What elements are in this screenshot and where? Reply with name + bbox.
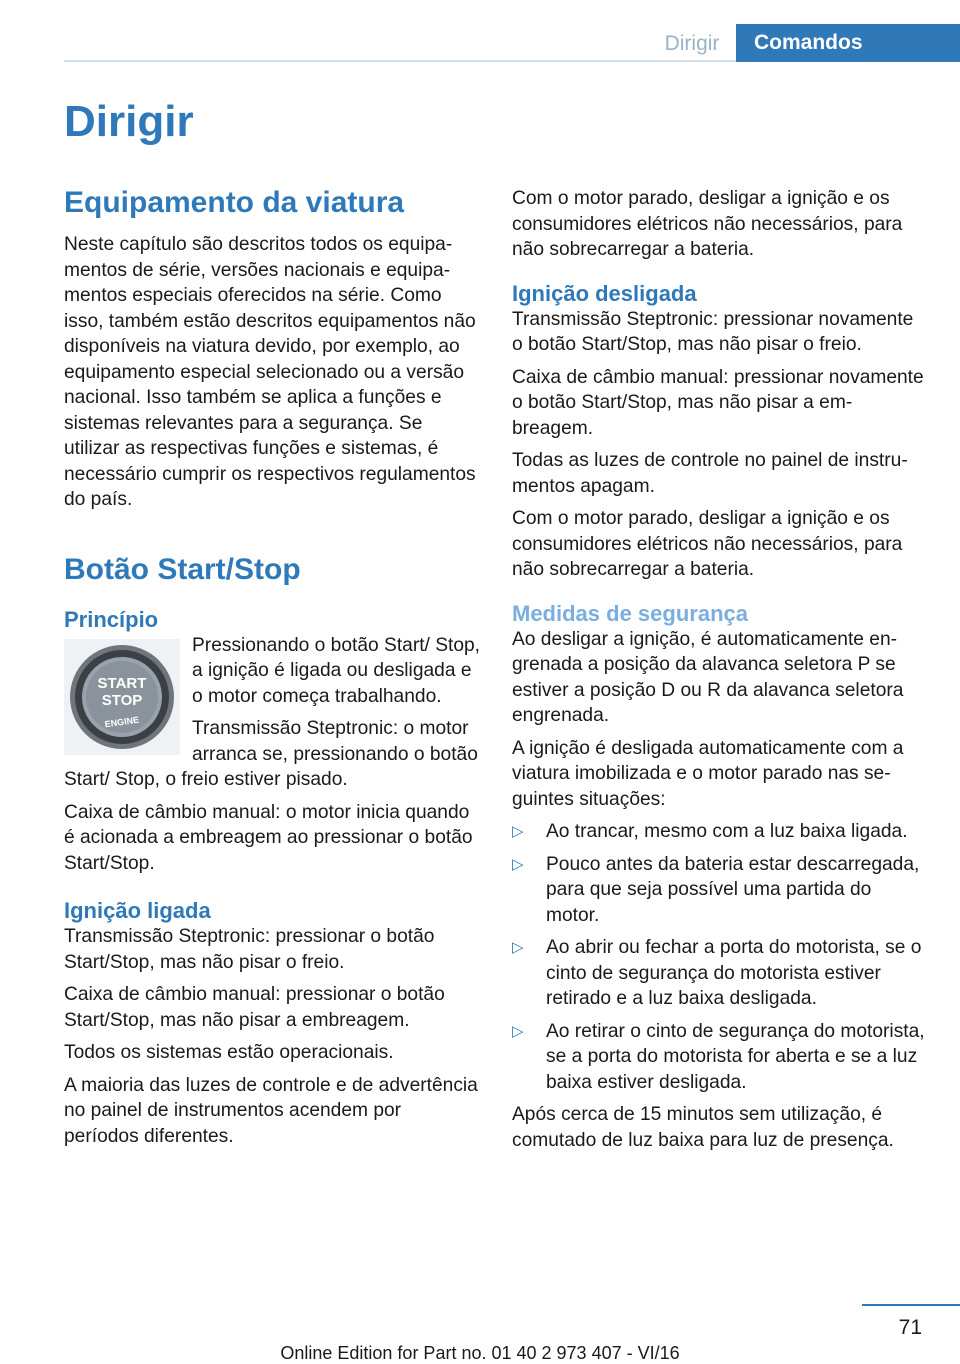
heading-medidas-seguranca: Medidas de segurança [512,600,748,626]
paragraph-ligada-4: A maioria das luzes de controle e de advertência no painel de instrumentos acendem por períodos diferentes. [64,1074,478,1147]
paragraph-desligada-1: Transmissão Steptronic: pressionar novamente o botão Start/Stop, mas não pisar o freio. [512,308,914,355]
list-item: ▷ Pouco antes da bateria estar descarregada, para que seja possível uma partida do motor. [512,853,920,926]
paragraph-final: Após cerca de 15 minutos sem utilização, é comutado de luz baixa para luz de presença. [512,1104,894,1151]
page-number: 71 [898,1316,922,1339]
heading-ignicao-ligada: Ignição ligada [64,898,211,923]
button-label-stop: STOP [101,691,143,709]
heading-botao-start-stop: Botão Start/Stop [64,552,301,586]
triangle-bullet-icon: ▷ [512,823,524,840]
left-column [64,186,480,1156]
paragraph-principio-3: Caixa de câmbio manual: o motor inicia quando é acionada a embreagem ao pressionar o botão Start/Stop. [64,801,473,874]
button-label-engine: ENGINE [104,714,140,729]
list-item: ▷ Ao trancar, mesmo com a luz baixa ligada. [512,819,926,845]
triangle-bullet-icon: ▷ [512,855,524,873]
footer-edition: Online Edition for Part no. 01 40 2 973 407 - VI/16 [280,1343,680,1363]
paragraph-medidas-1: Ao desligar a ignição, é automaticamente engrenada a posição da alavanca seletora P se estiver a posição D ou R da alavanca seletora engrenada. [512,628,904,726]
heading-principio: Princípio [64,606,159,632]
paragraph-equipamento: Neste capítulo são descritos todos os equipamentos de série, versões nacionais e equipamentos especiais oferecidos na série. Como isso, também estão descritos equipamentos não disponíveis na viatura devido, por exemplo, ao equipamento especial selecionado ou a versão nacional. Isso também se aplica a funções e sistemas relevantes para a segurança. Se utilizar as respectivas funções e sistemas, é necessário cumprir os respectivos regulamentos do país. [64,234,476,510]
paragraph-ligada-1: Transmissão Steptronic: pressionar o botão Start/Stop, mas não pisar o freio. [64,926,435,973]
paragraph-desligada-3: Todas as luzes de controle no painel de instrumentos apagam. [512,450,908,497]
paragraph-medidas-2: A ignição é desligada automaticamente com a viatura imobilizada e o motor parado nas seguintes situações: [512,737,904,810]
header-section-tab: Dirigir [664,32,720,55]
heading-equipamento: Equipamento da viatura [64,186,405,219]
header-chapter-tab: Comandos [736,24,960,62]
paragraph-ligada-3: Todos os sistemas estão operacionais. [64,1042,394,1063]
triangle-bullet-icon: ▷ [512,939,524,956]
right-column [512,186,926,1160]
list-item: ▷ Ao retirar o cinto de segurança do motorista, se a porta do motorista for aberta e se a luz baixa estiver desligada. [512,1020,925,1093]
list-item: ▷ Ao abrir ou fechar a porta do motorista, se o cinto de segurança do motorista estiver retirado e a luz baixa desligada. [512,937,922,1009]
heading-ignicao-desligada: Ignição desligada [512,280,697,306]
start-stop-button-image [64,639,180,755]
start-stop-button-icon [68,643,176,751]
situations-list [512,819,926,1095]
page-title: Dirigir [64,97,194,146]
triangle-bullet-icon: ▷ [512,1022,524,1040]
paragraph-ligada-2: Caixa de câmbio manual: pressionar o botão Start/Stop, mas não pisar a embreagem. [64,984,445,1031]
paragraph-desligada-4: Com o motor parado, desligar a ignição e os consumidores elétricos não necessários, para não sobrecarregar a bateria. [512,508,903,580]
footer-rule [862,1304,960,1306]
paragraph-principio-2: Transmissão Steptronic: o motor arranca se, pressionando o botão Start/ Stop, o freio estiver pisado. [64,718,478,790]
paragraph-principio-1: Pressionando o botão Start/ Stop, a ignição é ligada ou desligada e o motor começa trabalhando. [192,634,480,707]
paragraph-motor-parado: Com o motor parado, desligar a ignição e os consumidores elétricos não necessários, para não sobrecarregar a bateria. [512,188,903,260]
button-label-start: START [97,674,147,692]
paragraph-desligada-2: Caixa de câmbio manual: pressionar novamente o botão Start/Stop, mas não pisar a embreagem. [512,366,924,439]
